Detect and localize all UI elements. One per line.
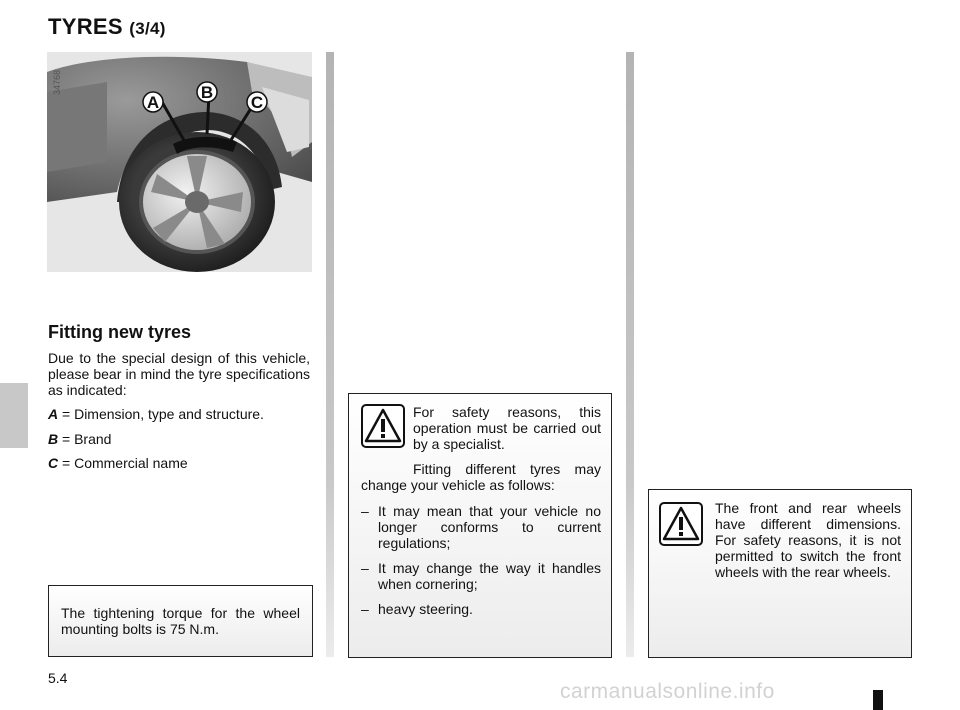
chapter-tab (0, 383, 28, 448)
warning-right-text: The front and rear wheels have different dimensions. For safety reasons, it is not permitted to switch the front wheels with the rear wheels. (715, 500, 901, 580)
spec-text-a: = Dimension, type and structure. (62, 406, 264, 422)
torque-note-box (48, 585, 313, 657)
tyre-drawing (47, 52, 312, 272)
section-heading: Fitting new tyres (48, 322, 192, 342)
callout-label-a: A (146, 93, 160, 112)
figure-reference: 34768 (52, 69, 62, 95)
tyre-illustration (47, 52, 312, 272)
callout-b (197, 82, 217, 102)
spec-key-b: B (48, 431, 59, 447)
warning-triangle-icon (361, 404, 405, 448)
warning-middle-para: Fitting different tyres may change your vehicle as follows: (361, 461, 601, 493)
bullet-dash: – (361, 601, 369, 617)
bullet-text: heavy steering. (378, 601, 473, 617)
bullet-dash: – (361, 503, 369, 519)
spec-text-b: = Brand (62, 431, 112, 447)
warning-middle-lead: For safety reasons, this operation must be carried out by a specialist. (413, 404, 601, 452)
spec-text-c: = Commercial name (62, 455, 188, 471)
spec-key-c: C (48, 455, 59, 471)
page-title-text: TYRES (48, 14, 123, 39)
section-intro: Due to the special design of this vehicle, please bear in mind the tyre specifications as indicated: (48, 350, 310, 398)
watermark: carmanualsonline.info (560, 680, 775, 703)
corner-mark (873, 690, 883, 710)
bullet-text: It may mean that your vehicle no longer conforms to current regulations; (378, 503, 601, 551)
spec-item-b (48, 431, 111, 447)
callout-label-c: C (250, 93, 264, 112)
column-divider-right (626, 52, 634, 657)
spec-item-c (48, 455, 188, 471)
column-divider-left (326, 52, 334, 657)
bullet-dash: – (361, 560, 369, 576)
warning-box-right (648, 489, 912, 658)
callout-a (143, 92, 163, 112)
spec-item-a (48, 406, 264, 422)
bullet-text: It may change the way it handles when cornering; (378, 560, 601, 592)
page-number: 5.4 (48, 670, 68, 686)
warning-box-middle (348, 393, 612, 658)
page-title (48, 14, 166, 40)
callout-c (247, 92, 267, 112)
warning-middle-bullet-3 (361, 601, 601, 617)
spec-key-a: A (48, 406, 59, 422)
callout-label-b: B (200, 83, 214, 102)
page-title-part: (3/4) (129, 19, 166, 38)
torque-note-text: The tightening torque for the wheel mounting bolts is 75 N.m. (61, 605, 300, 637)
warning-middle-bullet-1 (361, 503, 601, 551)
warning-middle-bullet-2 (361, 560, 601, 592)
